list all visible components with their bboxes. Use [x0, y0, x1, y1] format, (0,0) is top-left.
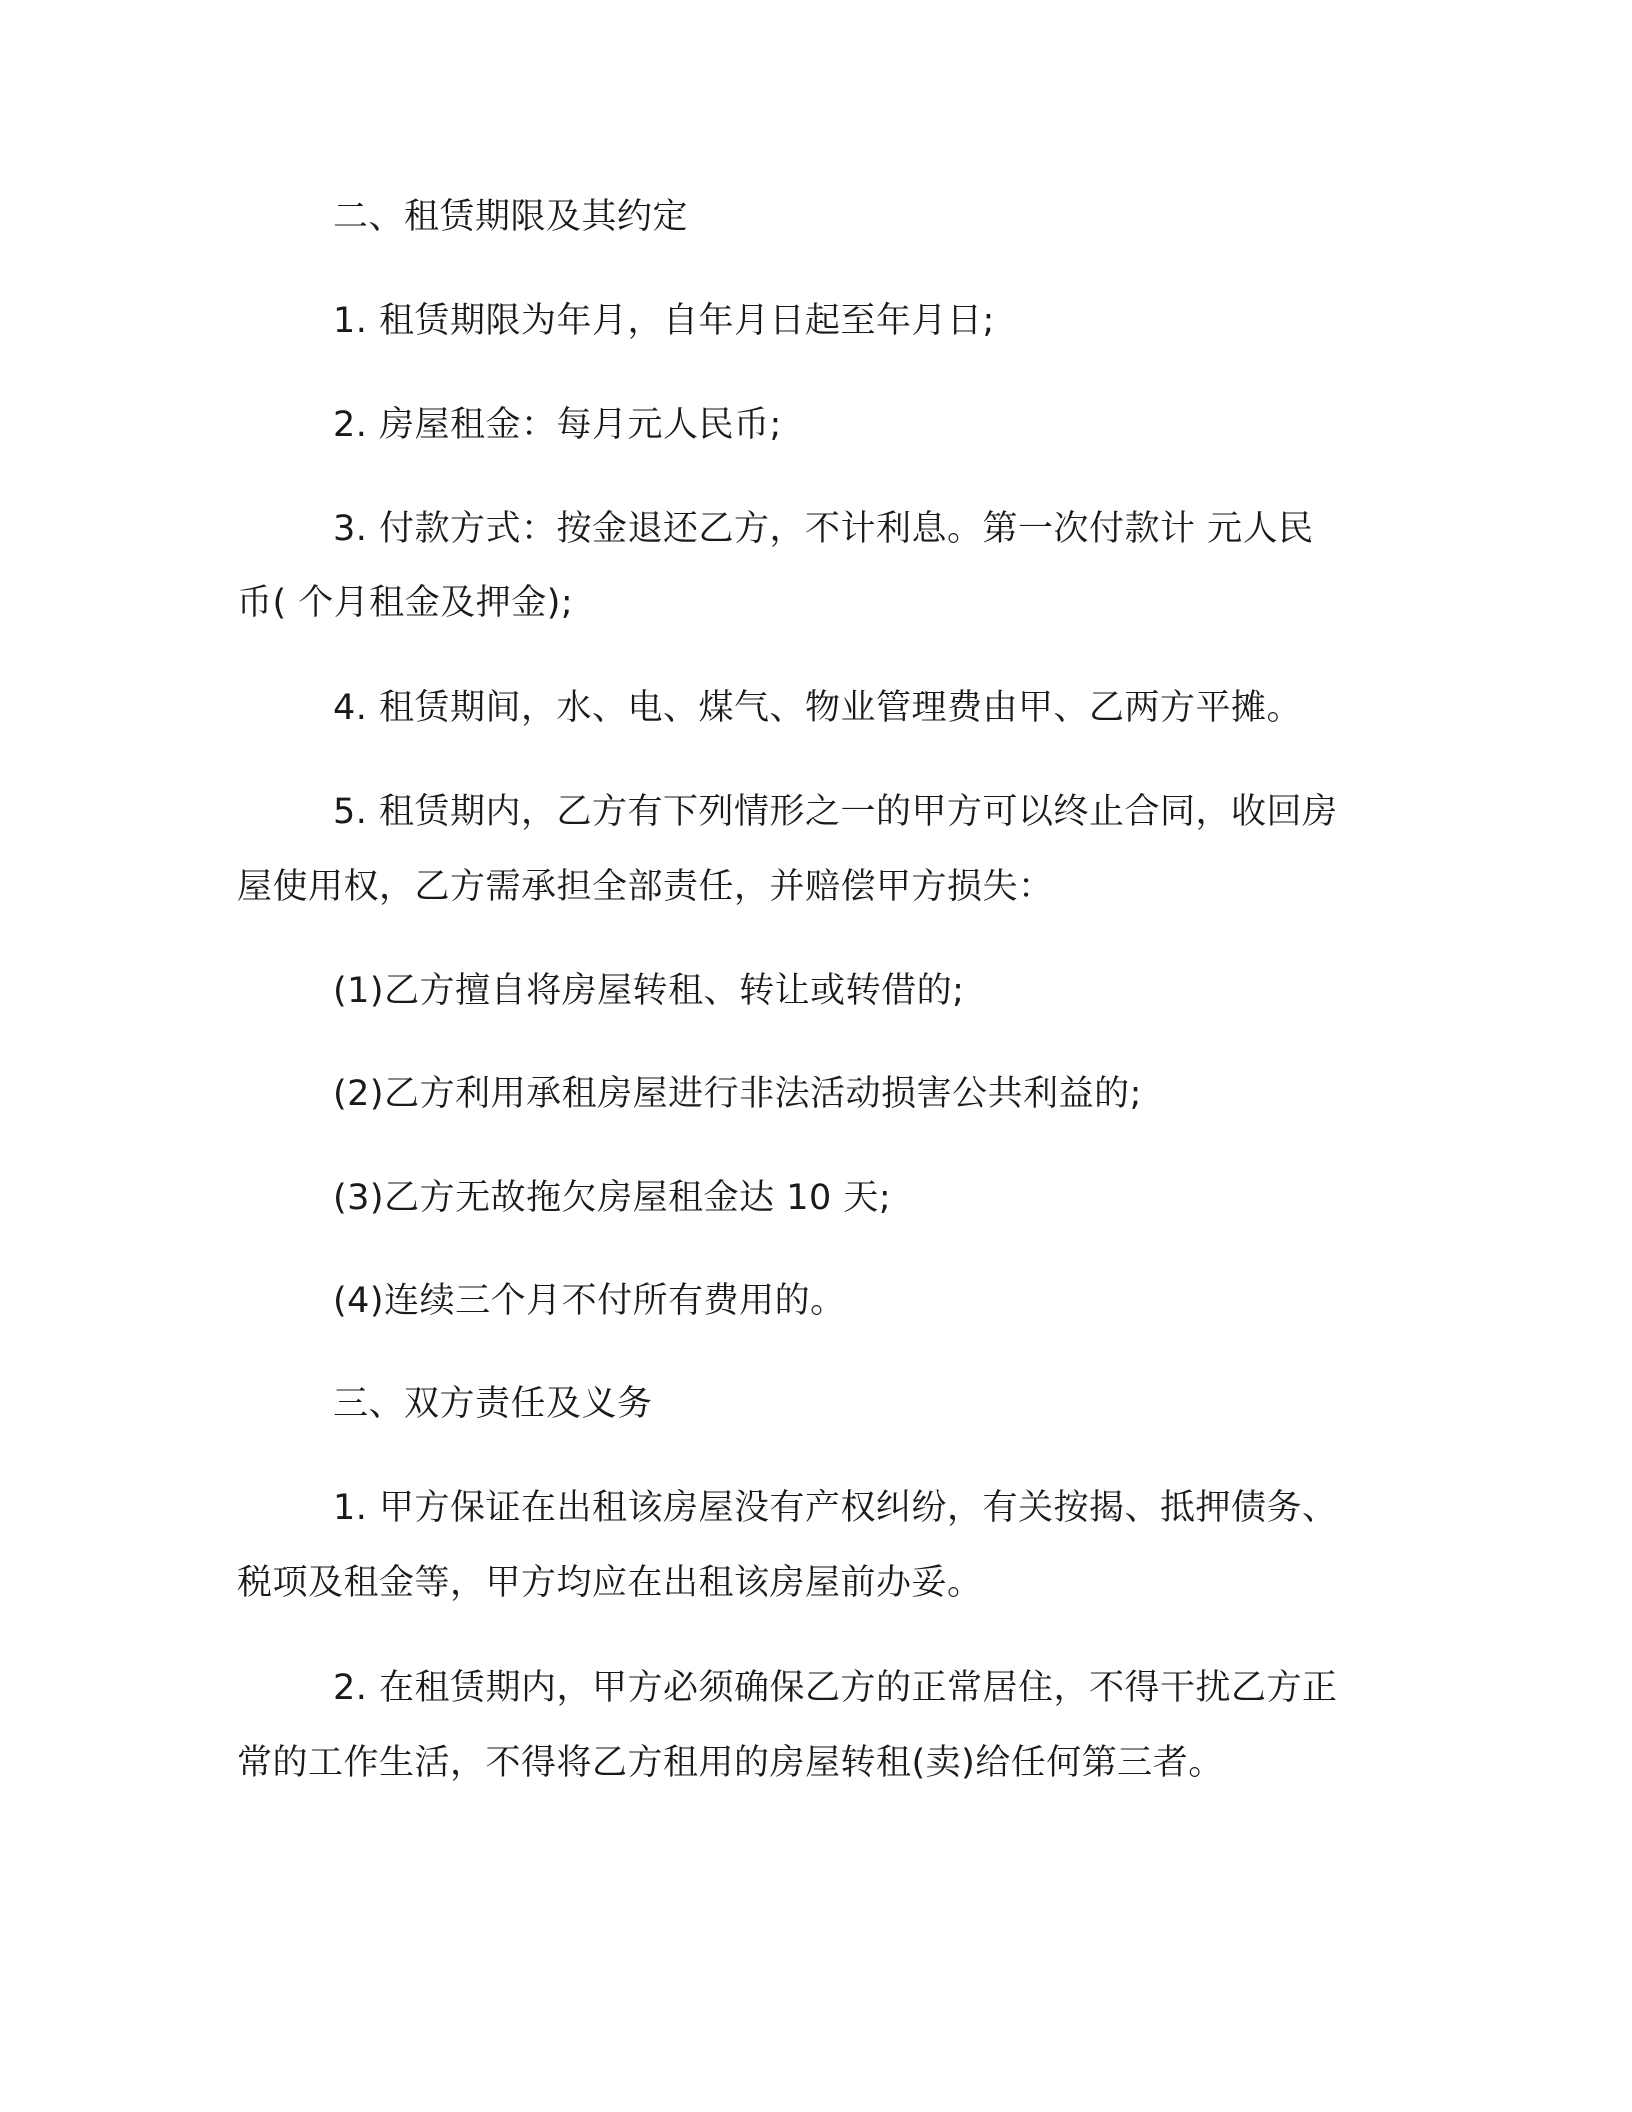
sub-clause-illegal-activity: (2)乙方利用承租房屋进行非法活动损害公共利益的; — [333, 1074, 1142, 1114]
section-heading-responsibilities: 三、双方责任及义务 — [333, 1384, 653, 1424]
clause-termination-line-1: 5. 租赁期内，乙方有下列情形之一的甲方可以终止合同，收回房 — [333, 792, 1338, 832]
clause-title-guarantee-line-1: 1. 甲方保证在出租该房屋没有产权纠纷，有关按揭、抵押债务、 — [333, 1488, 1338, 1528]
section-heading-lease-term: 二、租赁期限及其约定 — [333, 197, 689, 237]
clause-title-guarantee-line-2: 税项及租金等，甲方均应在出租该房屋前办妥。 — [237, 1563, 983, 1603]
sub-clause-rent-arrears: (3)乙方无故拖欠房屋租金达 10 天; — [333, 1178, 892, 1218]
clause-payment-line-2: 币( 个月租金及押金); — [237, 583, 574, 623]
clause-rent: 2. 房屋租金：每月元人民币; — [333, 405, 782, 445]
sub-clause-sublet: (1)乙方擅自将房屋转租、转让或转借的; — [333, 971, 965, 1011]
sub-clause-unpaid-fees: (4)连续三个月不付所有费用的。 — [333, 1281, 846, 1321]
clause-payment-line-1: 3. 付款方式：按金退还乙方，不计利息。第一次付款计 元人民 — [333, 509, 1314, 549]
clause-termination-line-2: 屋使用权，乙方需承担全部责任，并赔偿甲方损失： — [237, 867, 1054, 907]
clause-quiet-enjoyment-line-2: 常的工作生活，不得将乙方租用的房屋转租(卖)给任何第三者。 — [237, 1743, 1224, 1783]
clause-utilities: 4. 租赁期间，水、电、煤气、物业管理费由甲、乙两方平摊。 — [333, 688, 1303, 728]
clause-lease-period: 1. 租赁期限为年月，自年月日起至年月日; — [333, 301, 995, 341]
clause-quiet-enjoyment-line-1: 2. 在租赁期内，甲方必须确保乙方的正常居住，不得干扰乙方正 — [333, 1668, 1338, 1708]
